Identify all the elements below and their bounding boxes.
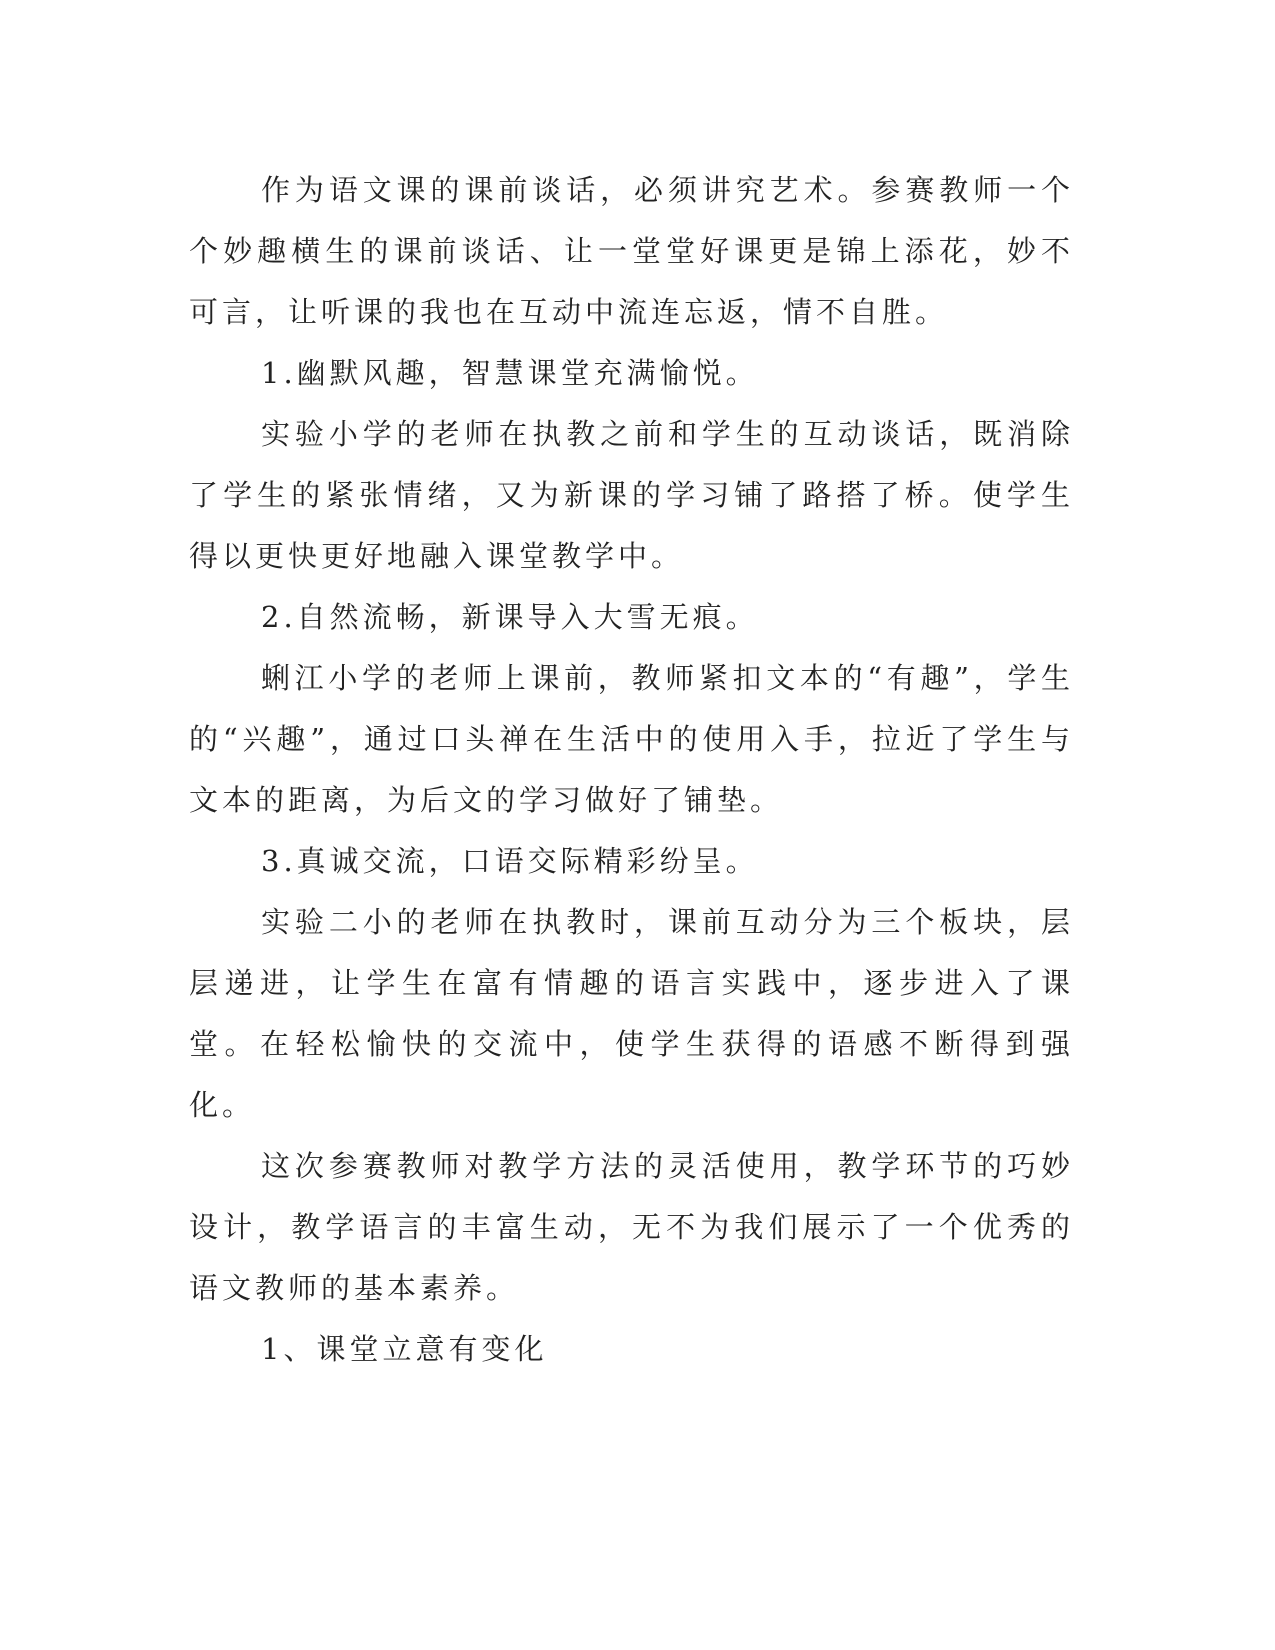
paragraph-intro: 作为语文课的课前谈话，必须讲究艺术。参赛教师一个个妙趣横生的课前谈话、让一堂堂好课更是锦上添花，妙不可言，让听课的我也在互动中流连忘返，情不自胜。 — [189, 173, 1074, 329]
document-body — [189, 160, 1074, 1380]
paragraph-heading-classroom: 1、课堂立意有变化 — [261, 1332, 548, 1366]
paragraph-summary: 这次参赛教师对教学方法的灵活使用，教学环节的巧妙设计，教学语言的丰富生动，无不为我们展示了一个优秀的语文教师的基本素养。 — [189, 1149, 1074, 1305]
paragraph-heading-humor: 1.幽默风趣，智慧课堂充满愉悦。 — [261, 356, 759, 390]
paragraph-second-school: 实验二小的老师在执教时，课前互动分为三个板块，层层递进，让学生在富有情趣的语言实践中，逐步进入了课堂。在轻松愉快的交流中，使学生获得的语感不断得到强化。 — [189, 905, 1074, 1122]
paragraph-heading-natural: 2.自然流畅，新课导入大雪无痕。 — [261, 600, 759, 634]
paragraph-experimental-school: 实验小学的老师在执教之前和学生的互动谈话，既消除了学生的紧张情绪，又为新课的学习铺了路搭了桥。使学生得以更快更好地融入课堂教学中。 — [189, 417, 1074, 573]
paragraph-lijiang-school: 蜊江小学的老师上课前，教师紧扣文本的“有趣”，学生的“兴趣”，通过口头禅在生活中的使用入手，拉近了学生与文本的距离，为后文的学习做好了铺垫。 — [189, 661, 1074, 817]
paragraph-heading-sincere: 3.真诚交流，口语交际精彩纷呈。 — [261, 844, 759, 878]
